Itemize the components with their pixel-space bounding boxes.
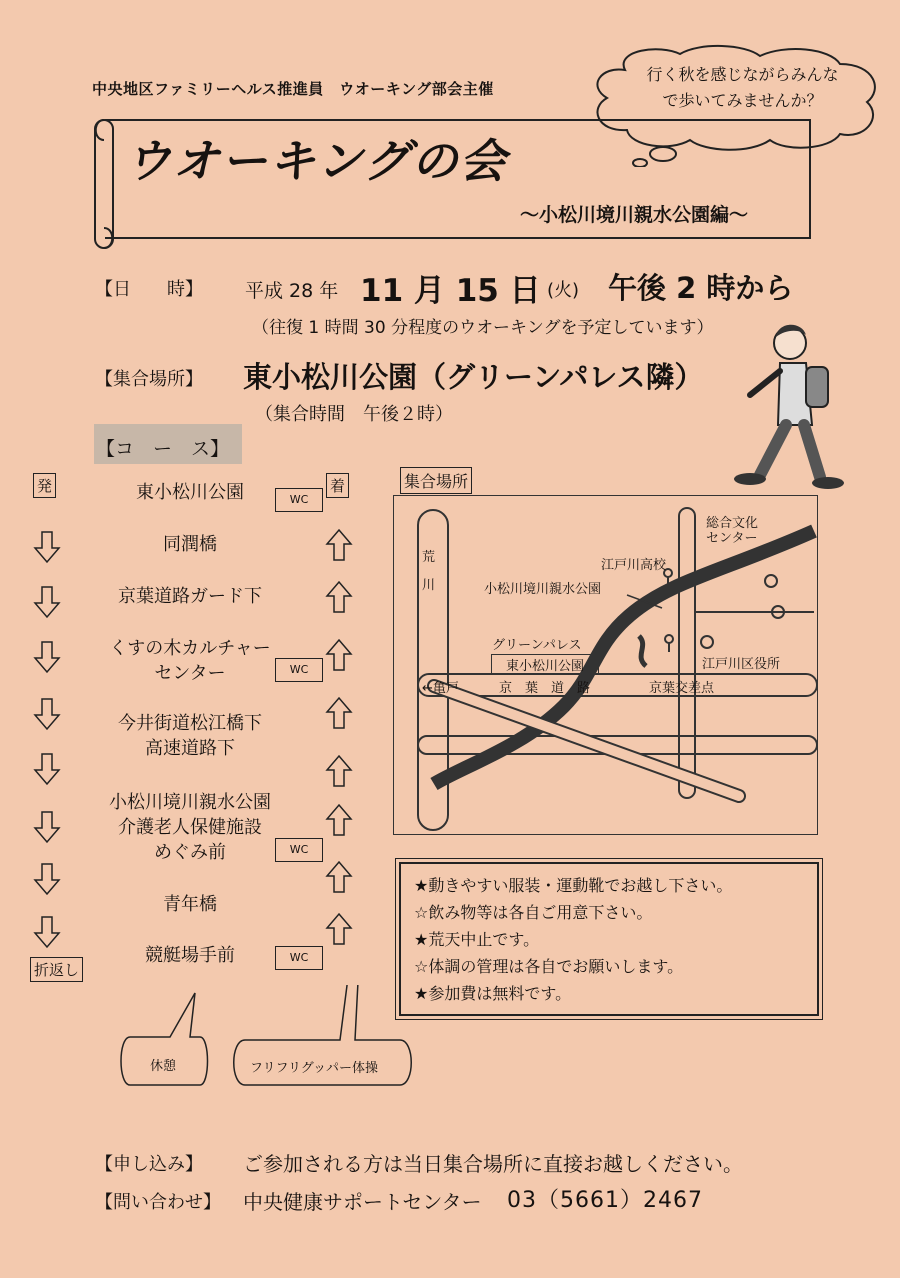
map-arakawa-label: 荒 川 (422, 550, 436, 593)
contact-label: 【問い合わせ】 (95, 1192, 221, 1213)
place-label: 【集合場所】 (95, 369, 203, 390)
course-step: 東小松川公園 (136, 482, 244, 503)
map-high-school: 江戸川高校 (601, 558, 667, 573)
note-item: ★動きやすい服装・運動靴でお越し下さい。 (414, 876, 733, 895)
turnaround-label: 折返し (30, 957, 83, 982)
sponsor-line: 中央地区ファミリーヘルス推進員 ウオーキング部会主催 (92, 80, 494, 98)
map-title: 集合場所 (400, 467, 472, 494)
up-arrow-icon (325, 696, 353, 730)
course-step: 青年橋 (163, 894, 217, 915)
up-arrow-icon (325, 580, 353, 614)
wc-marker: WC (275, 946, 323, 970)
date-day-of-week: (火) (547, 280, 580, 301)
map-kameido-label: ←亀戸 (422, 681, 459, 696)
place-time: （集合時間 午後２時） (255, 404, 453, 425)
map-cultural-center: 総合文化 センター (706, 516, 759, 546)
contact-organization: 中央健康サポートセンター (243, 1190, 482, 1214)
up-arrow-icon (325, 803, 353, 837)
wc-marker: WC (275, 658, 323, 682)
wc-marker: WC (275, 838, 323, 862)
date-era: 平成 28 年 (245, 280, 339, 302)
course-step: 京葉道路ガード下 (118, 586, 262, 607)
up-arrow-icon (325, 860, 353, 894)
exercise-callout: フリフリグッパー体操 (250, 1061, 379, 1076)
up-arrow-icon (325, 638, 353, 672)
start-label: 発 (33, 473, 56, 498)
note-item: ☆飲み物等は各自ご用意下さい。 (414, 903, 653, 922)
map-green-palace: グリーンパレス (492, 638, 582, 653)
map-keiyo-crossing: 京葉交差点 (649, 681, 715, 696)
apply-text: ご参加される方は当日集合場所に直接お越しください。 (243, 1152, 743, 1176)
up-arrow-icon (325, 754, 353, 788)
note-item: ★参加費は無料です。 (414, 984, 572, 1003)
down-arrow-icon (33, 697, 61, 731)
up-arrow-icon (325, 528, 353, 562)
note-item: ★荒天中止です。 (414, 930, 540, 949)
rest-callout: 休憩 (150, 1059, 177, 1074)
down-arrow-icon (33, 640, 61, 674)
wc-marker: WC (275, 488, 323, 512)
down-arrow-icon (33, 752, 61, 786)
course-step: 今井街道松江橋下 高速道路下 (118, 713, 262, 759)
map (393, 495, 818, 835)
end-label: 着 (326, 473, 349, 498)
contact-phone: 03（5661）2467 (507, 1188, 703, 1213)
course-label: 【コ ー ス】 (96, 438, 230, 460)
date-label: 【日 時】 (95, 279, 203, 300)
note-item: ☆体調の管理は各自でお願いします。 (414, 957, 684, 976)
course-step: 同潤橋 (163, 534, 217, 555)
down-arrow-icon (33, 530, 61, 564)
bubble-line-1: 行く秋を感じながらみんな (646, 65, 839, 84)
bubble-text (615, 62, 870, 114)
walking-person-illustration (720, 315, 850, 495)
page-subtitle: ～小松川境川親水公園編～ (520, 204, 749, 226)
apply-label: 【申し込み】 (95, 1154, 203, 1175)
down-arrow-icon (33, 810, 61, 844)
date-note: （往復 1 時間 30 分程度のウオーキングを予定しています） (252, 318, 714, 338)
date-main: 11 月 15 日 (360, 273, 541, 309)
callout-shapes (110, 985, 430, 1095)
course-step: くすの木カルチャー センター (109, 638, 271, 684)
map-park-label: 小松川境川親水公園 (484, 582, 602, 597)
map-keiyo-road-label: 京 葉 道 路 (499, 681, 591, 696)
course-step: 小松川境川親水公園 介護老人保健施設 めぐみ前 (109, 792, 271, 863)
bubble-line-2: で歩いてみませんか？ (662, 91, 823, 110)
up-arrow-icon (325, 912, 353, 946)
down-arrow-icon (33, 915, 61, 949)
page-title: ウオーキングの会 (125, 134, 508, 188)
date-time: 午後 2 時から (608, 271, 794, 305)
place-name: 東小松川公園（グリーンパレス隣） (243, 360, 704, 394)
map-higashi-park: 東小松川公園 (491, 654, 599, 675)
course-step: 競艇場手前 (145, 945, 235, 966)
down-arrow-icon (33, 862, 61, 896)
down-arrow-icon (33, 585, 61, 619)
map-ward-office: 江戸川区役所 (702, 657, 781, 672)
